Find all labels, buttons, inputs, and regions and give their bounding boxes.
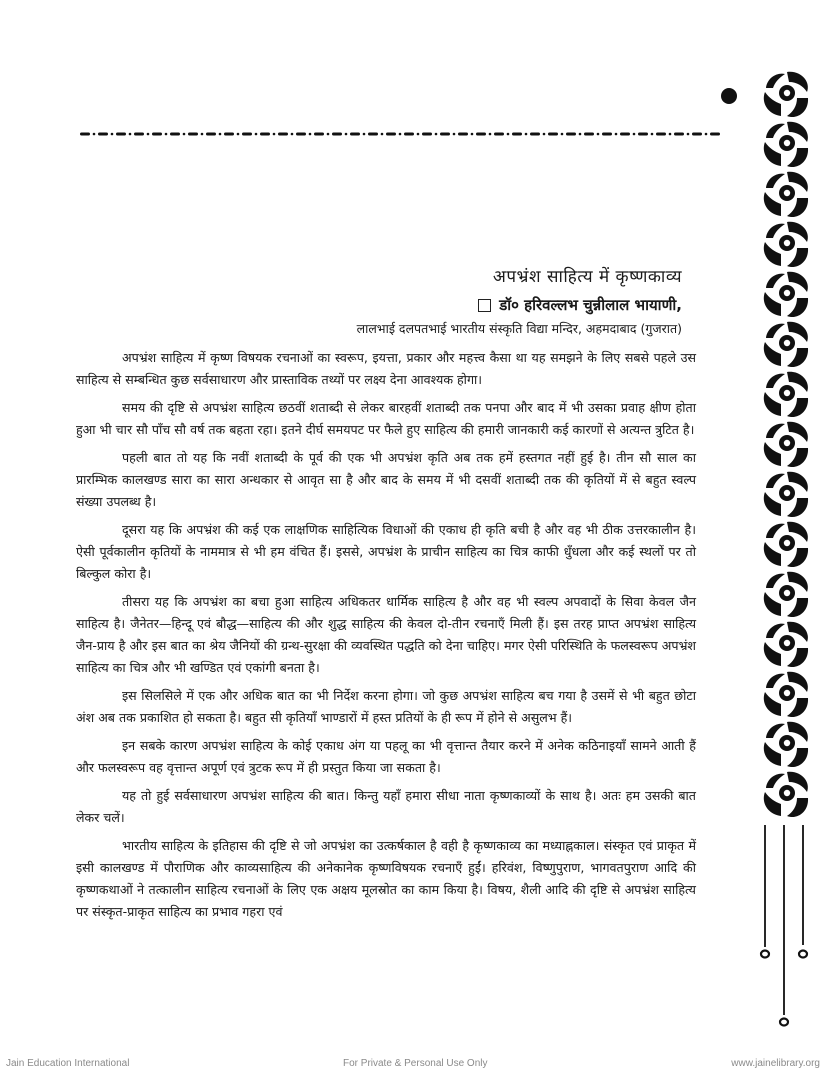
- bullet-dot-icon: [721, 88, 737, 104]
- footer-publisher: Jain Education International: [6, 1058, 130, 1069]
- dash-dot-rule-icon: [80, 131, 720, 137]
- paragraph: दूसरा यह कि अपभ्रंश की कई एक लाक्षणिक साहित्यिक विधाओं की एकाध ही कृति बची है और वह भी ठीक उत्तरकालीन है। ऐसी पूर्वकालीन कृतियों के नाममात्र से भी हम वंचित हैं। इससे, अपभ्रंश के प्राचीन साहित्य का चित्र काफी धुँधला और कई स्थलों पर तो बिल्कुल कोरा है।: [76, 522, 697, 581]
- article-body: [76, 347, 696, 929]
- author-name: डॉ० हरिवल्लभ चुन्नीलाल भायाणी,: [499, 296, 682, 314]
- paragraph: भारतीय साहित्य के इतिहास की दृष्टि से जो अपभ्रंश का उत्कर्षकाल है वही है कृष्णकाव्य का मध्याह्नकाल। संस्कृत एवं प्राकृत में इसी कालखण्ड में पौराणिक और काव्यसाहित्य की अनेकानेक कृष्णविषयक रचनाएँ हुईं। हरिवंश, विष्णुपुराण, भागवतपुराण आदि की कृष्णकथाओं ने तत्कालीन साहित्य रचनाओं के लिए एक अक्षय मूलस्रोत का काम किया है। विषय, शैली आदि की दृष्टि से अपभ्रंश साहित्य पर संस्कृत-प्राकृत साहित्य का प्रभाव गहरा एवं: [76, 838, 696, 919]
- paragraph: पहली बात तो यह कि नवीं शताब्दी के पूर्व की एक भी अपभ्रंश कृति अब तक हमें हस्तगत नहीं हुई है। तीन सौ साल का प्रारम्भिक कालखण्ड सारा का सारा अन्धकार से आवृत सा है और बाद के समय में भी दसवीं शताब्दी तक की कृतियों में से बहुत स्वल्प संख्या उपलब्ध है।: [76, 450, 696, 509]
- article-header: [357, 266, 682, 339]
- paragraph: तीसरा यह कि अपभ्रंश का बचा हुआ साहित्य अधिकतर धार्मिक साहित्य है और वह भी स्वल्प अपवादों के सिवा केवल जैन साहित्य है। जैनेतर—हिन्दू एवं बौद्ध—साहित्य की और शुद्ध साहित्य की केवल दो-तीन रचनाएँ मिली हैं। इस तरह प्राप्त अपभ्रंश साहित्य जैन-प्राय है और इस बात का श्रेय जैनियों की ग्रन्थ-सुरक्षा की व्यवस्थित पद्धति को देना चाहिए। मगर ऐसी परिस्थिति के फलस्वरूप अपभ्रंश साहित्य का चित्र और भी खण्डित एवं एकांगी बनता है।: [76, 594, 696, 675]
- paragraph: इन सबके कारण अपभ्रंश साहित्य के कोई एकाध अंग या पहलू का भी वृत्तान्त तैयार करने में अनेक कठिनाइयाँ सामने आती हैं और फलस्वरूप वह वृत्तान्त अपूर्ण एवं त्रुटक रूप में ही प्रस्तुत किया जा सकता है।: [76, 738, 696, 775]
- article-title: अपभ्रंश साहित्य में कृष्णकाव्य: [492, 267, 682, 287]
- page-footer: [0, 1058, 828, 1076]
- paragraph: अपभ्रंश साहित्य में कृष्ण विषयक रचनाओं का स्वरूप, इयत्ता, प्रकार और महत्त्व कैसा था यह समझने के लिए सबसे पहले उस साहित्य से सम्बन्धित कुछ सर्वसाधारण और प्रास्ताविक तथ्यों पर लक्ष्य देना आवश्यक होगा।: [76, 350, 696, 387]
- author-line: [357, 294, 682, 316]
- square-bullet-icon: [478, 299, 491, 312]
- paisley-border-icon: [757, 68, 817, 828]
- paragraph: इस सिलसिले में एक और अधिक बात का भी निर्देश करना होगा। जो कुछ अपभ्रंश साहित्य बच गया है उसमें से भी बहुत छोटा अंश अब तक प्रकाशित हो सकता है। बहुत सी कृतियाँ भाण्डारों में हस्त प्रतियों के ही रूप में होने से असुलभ हैं।: [76, 688, 696, 725]
- hanging-lines-icon: [755, 825, 825, 1035]
- footer-usage-note: For Private & Personal Use Only: [343, 1058, 488, 1069]
- paragraph: यह तो हुई सर्वसाधारण अपभ्रंश साहित्य की बात। किन्तु यहाँ हमारा सीधा नाता कृष्णकाव्यों के साथ है। अतः हम उसकी बात लेकर चलें।: [76, 788, 696, 825]
- paragraph: समय की दृष्टि से अपभ्रंश साहित्य छठवीं शताब्दी से लेकर बारहवीं शताब्दी तक पनपा और बाद में भी उसका प्रवाह क्षीण होता हुआ भी चार सौ पाँच सौ वर्ष तक बहता रहा। इतने दीर्घ समयपट पर फैले हुए साहित्य की हमारी जानकारी कई कारणों से अत्यन्त त्रुटित है।: [76, 400, 696, 437]
- author-affiliation: लालभाई दलपतभाई भारतीय संस्कृति विद्या मन्दिर, अहमदाबाद (गुजरात): [356, 321, 682, 336]
- footer-website-link[interactable]: www.jainelibrary.org: [731, 1058, 820, 1069]
